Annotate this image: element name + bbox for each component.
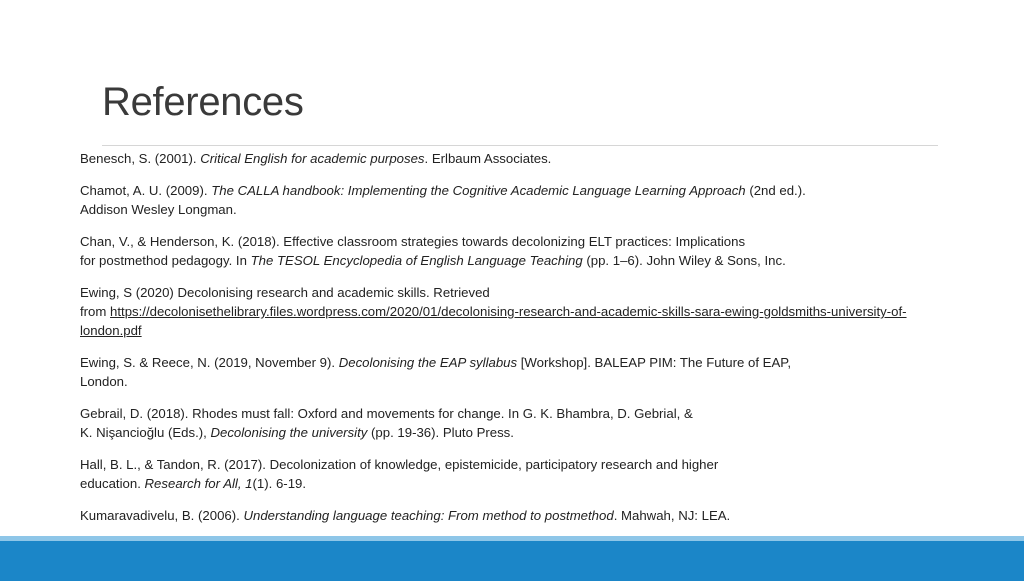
reference-list	[80, 149, 940, 538]
page-title: References	[102, 80, 304, 124]
reference-item: Gebrail, D. (2018). Rhodes must fall: Oxford and movements for change. In G. K. Bhambra, D. Gebrial, & K. Nişancioğlu (Eds.), Decolonising the university (pp. 19-36). Pluto Press.	[80, 406, 693, 440]
reference-item: Kumaravadivelu, B. (2006). Understanding language teaching: From method to postmethod. Mahwah, NJ: LEA.	[80, 508, 731, 523]
reference-item: Benesch, S. (2001). Critical English for academic purposes. Erlbaum Associates.	[80, 151, 552, 166]
reference-link[interactable]: https://decolonisethelibrary.files.wordpress.com/2020/01/decolonising-research-and-academic-skills-sara-ewing-goldsmiths-university-of-london.pdf	[80, 304, 907, 338]
footer-bar	[0, 536, 1024, 581]
reference-item: Hall, B. L., & Tandon, R. (2017). Decolonization of knowledge, epistemicide, participatory research and higher education. Research for All, 1(1). 6-19.	[80, 457, 719, 491]
title-divider	[102, 145, 938, 146]
reference-item: Chamot, A. U. (2009). The CALLA handbook: Implementing the Cognitive Academic Language Learning Approach (2nd ed.). Addison Wesley Longman.	[80, 183, 806, 217]
reference-item: Ewing, S. & Reece, N. (2019, November 9). Decolonising the EAP syllabus [Workshop]. BALEAP PIM: The Future of EAP, London.	[80, 355, 792, 389]
reference-item: Ewing, S (2020) Decolonising research and academic skills. Retrieved from https://decolonisethelibrary.files.wordpress.com/2020/01/decolonising-research-and-academic-skills-sara-ewing-goldsmiths-university-of-london.pdf	[80, 285, 907, 338]
reference-item: Chan, V., & Henderson, K. (2018). Effective classroom strategies towards decolonizing ELT practices: Implications for postmethod pedagogy. In The TESOL Encyclopedia of English Language Teaching (pp. 1–6). John Wiley & Sons, Inc.	[80, 234, 786, 268]
